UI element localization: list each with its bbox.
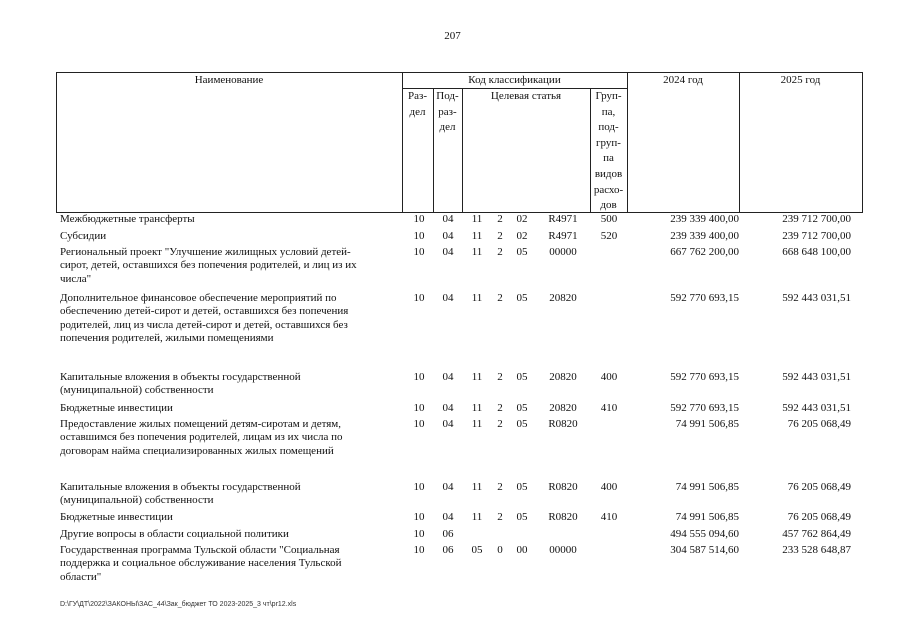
row-target-direction: R0820 [548,418,578,430]
row-name-line: родителей, лиц из числа детей-сирот и детей, оставшихся без [60,318,348,331]
row-razdel: 10 [413,292,425,304]
row-name-line: Дополнительное финансовое обеспечение мероприятий по [60,292,337,304]
row-target-subprogram: 2 [497,418,503,430]
row-target-measure: 05 [516,481,528,493]
row-podrazdel: 04 [442,402,454,414]
header-name: Наименование [194,74,264,86]
row-target-direction: R0820 [548,481,578,493]
row-target-measure: 02 [516,230,528,242]
row-name-line: Региональный проект "Улучшение жилищных условий детей- [60,246,351,258]
row-podrazdel: 06 [442,544,454,556]
row-target-measure: 05 [516,292,528,304]
row-name-line: поддержка и социальное обслуживание населения Тульской [60,557,342,570]
row-razdel: 10 [413,371,425,383]
row-amount-2024: 592 770 693,15 [670,402,739,414]
row-razdel: 10 [413,418,425,430]
row-target-subprogram: 2 [497,402,503,414]
row-podrazdel: 04 [442,292,454,304]
row-amount-2025: 592 443 031,51 [782,371,851,383]
file-path: D:\ГУ\ДТ\2022\ЗАКОНЫ\ЗАС_44\Зак_бюджет ТО 2023-2025_3 чт\pr12.xls [60,601,297,608]
row-target-subprogram: 2 [497,292,503,304]
row-razdel: 10 [413,544,425,556]
row-target-program: 11 [471,481,483,493]
row-amount-2024: 74 991 506,85 [675,418,739,430]
row-name-line: Межбюджетные трансферты [60,213,195,225]
row-amount-2024: 239 339 400,00 [670,213,739,225]
row-amount-2025: 239 712 700,00 [782,213,851,225]
row-target-subprogram: 2 [497,481,503,493]
row-razdel: 10 [413,213,425,225]
row-amount-2025: 668 648 100,00 [782,246,851,258]
row-amount-2025: 76 205 068,49 [787,418,851,430]
header-divider [627,72,628,213]
row-name-line: сирот, детей, оставшихся без попечения родителей, и лиц из их [60,259,357,272]
row-target-subprogram: 2 [497,230,503,242]
header-divider [462,88,463,213]
row-razdel: 10 [413,511,425,523]
header-divider [739,72,740,213]
row-target-subprogram: 2 [497,246,503,258]
header-podrazdel: Под- раз- дел [436,90,459,134]
row-target-measure: 05 [516,371,528,383]
row-target-program: 11 [471,511,483,523]
row-target-subprogram: 2 [497,213,503,225]
row-razdel: 10 [413,402,425,414]
row-target-program: 11 [471,213,483,225]
row-target-program: 05 [471,544,483,556]
row-name [60,230,400,243]
header-razdel: Раз- дел [407,90,427,118]
header-year-2025: 2025 год [780,74,821,86]
row-name-line: числа" [60,272,92,285]
row-amount-2025: 239 712 700,00 [782,230,851,242]
row-target-measure: 02 [516,213,528,225]
row-target-program: 11 [471,292,483,304]
row-target-measure: 05 [516,246,528,258]
row-amount-2025: 233 528 648,87 [782,544,851,556]
row-amount-2024: 239 339 400,00 [670,230,739,242]
header-year-2024: 2024 год [663,74,703,86]
row-podrazdel: 04 [442,230,454,242]
row-amount-2025: 457 762 864,49 [782,528,851,540]
row-name-line: Капитальные вложения в объекты государственной [60,481,301,493]
row-name-line: Бюджетные инвестиции [60,402,173,414]
row-name [60,511,400,524]
page-number: 207 [444,30,461,42]
row-name-line: Государственная программа Тульской области "Социальная [60,544,340,556]
row-target-direction: 20820 [549,371,577,383]
row-amount-2025: 76 205 068,49 [787,511,851,523]
row-amount-2024: 74 991 506,85 [675,511,739,523]
row-amount-2024: 74 991 506,85 [675,481,739,493]
row-podrazdel: 04 [442,511,454,523]
row-podrazdel: 04 [442,481,454,493]
row-target-program: 11 [471,402,483,414]
row-name [60,544,400,584]
row-expense-type: 410 [600,511,618,523]
row-podrazdel: 04 [442,213,454,225]
row-amount-2025: 76 205 068,49 [787,481,851,493]
row-name [60,418,400,458]
row-name [60,371,400,398]
header-expense-type: Груп- па, под- груп- па видов расхо- дов [593,90,624,212]
row-expense-type: 400 [600,371,618,383]
row-expense-type: 520 [600,230,618,242]
row-name-line: попечения родителей, жилыми помещениями [60,332,274,345]
row-name [60,402,400,415]
row-name-line: (муниципальной) собственности [60,384,214,397]
row-name-line: области" [60,570,102,583]
row-razdel: 10 [413,230,425,242]
row-target-subprogram: 2 [497,371,503,383]
row-podrazdel: 06 [442,528,454,540]
row-amount-2024: 592 770 693,15 [670,371,739,383]
row-target-measure: 05 [516,418,528,430]
row-name-line: (муниципальной) собственности [60,494,214,507]
row-razdel: 10 [413,528,425,540]
row-amount-2024: 592 770 693,15 [670,292,739,304]
row-target-measure: 00 [516,544,528,556]
row-expense-type: 410 [600,402,618,414]
row-target-direction: 00000 [549,246,577,258]
row-name-line: Субсидии [60,230,107,242]
row-name [60,292,400,346]
row-podrazdel: 04 [442,246,454,258]
row-expense-type: 400 [600,481,618,493]
row-razdel: 10 [413,481,425,493]
row-name-line: договорам найма специализированных жилых помещений [60,444,334,457]
header-code-group: Код классификации [468,74,561,86]
row-target-direction: R4971 [548,230,578,242]
row-name-line: Капитальные вложения в объекты государственной [60,371,301,383]
row-amount-2025: 592 443 031,51 [782,292,851,304]
row-target-subprogram: 0 [497,544,503,556]
row-name [60,246,400,286]
row-amount-2024: 667 762 200,00 [670,246,739,258]
row-amount-2025: 592 443 031,51 [782,402,851,414]
row-name-line: оставшимся без попечения родителей, лицам из их числа по [60,431,343,444]
row-name-line: Другие вопросы в области социальной политики [60,528,289,540]
header-right-border [862,72,863,213]
row-target-direction: R0820 [548,511,578,523]
header-target-article: Целевая статья [490,90,562,102]
row-target-direction: 00000 [549,544,577,556]
row-target-measure: 05 [516,402,528,414]
row-target-program: 11 [471,418,483,430]
row-name [60,481,400,508]
table-header [56,72,863,212]
row-target-measure: 05 [516,511,528,523]
row-amount-2024: 494 555 094,60 [670,528,739,540]
row-name [60,528,400,541]
row-podrazdel: 04 [442,418,454,430]
row-expense-type: 500 [600,213,618,225]
row-target-direction: 20820 [549,402,577,414]
row-amount-2024: 304 587 514,60 [670,544,739,556]
row-target-program: 11 [471,371,483,383]
row-name [60,213,400,226]
row-target-direction: R4971 [548,213,578,225]
row-name-line: обеспечению детей-сирот и детей, оставшихся без попечения [60,305,349,318]
row-target-subprogram: 2 [497,511,503,523]
row-target-direction: 20820 [549,292,577,304]
row-target-program: 11 [471,230,483,242]
row-podrazdel: 04 [442,371,454,383]
row-razdel: 10 [413,246,425,258]
row-target-program: 11 [471,246,483,258]
row-name-line: Предоставление жилых помещений детям-сиротам и детям, [60,418,342,430]
row-name-line: Бюджетные инвестиции [60,511,173,523]
header-left-border [56,72,57,213]
